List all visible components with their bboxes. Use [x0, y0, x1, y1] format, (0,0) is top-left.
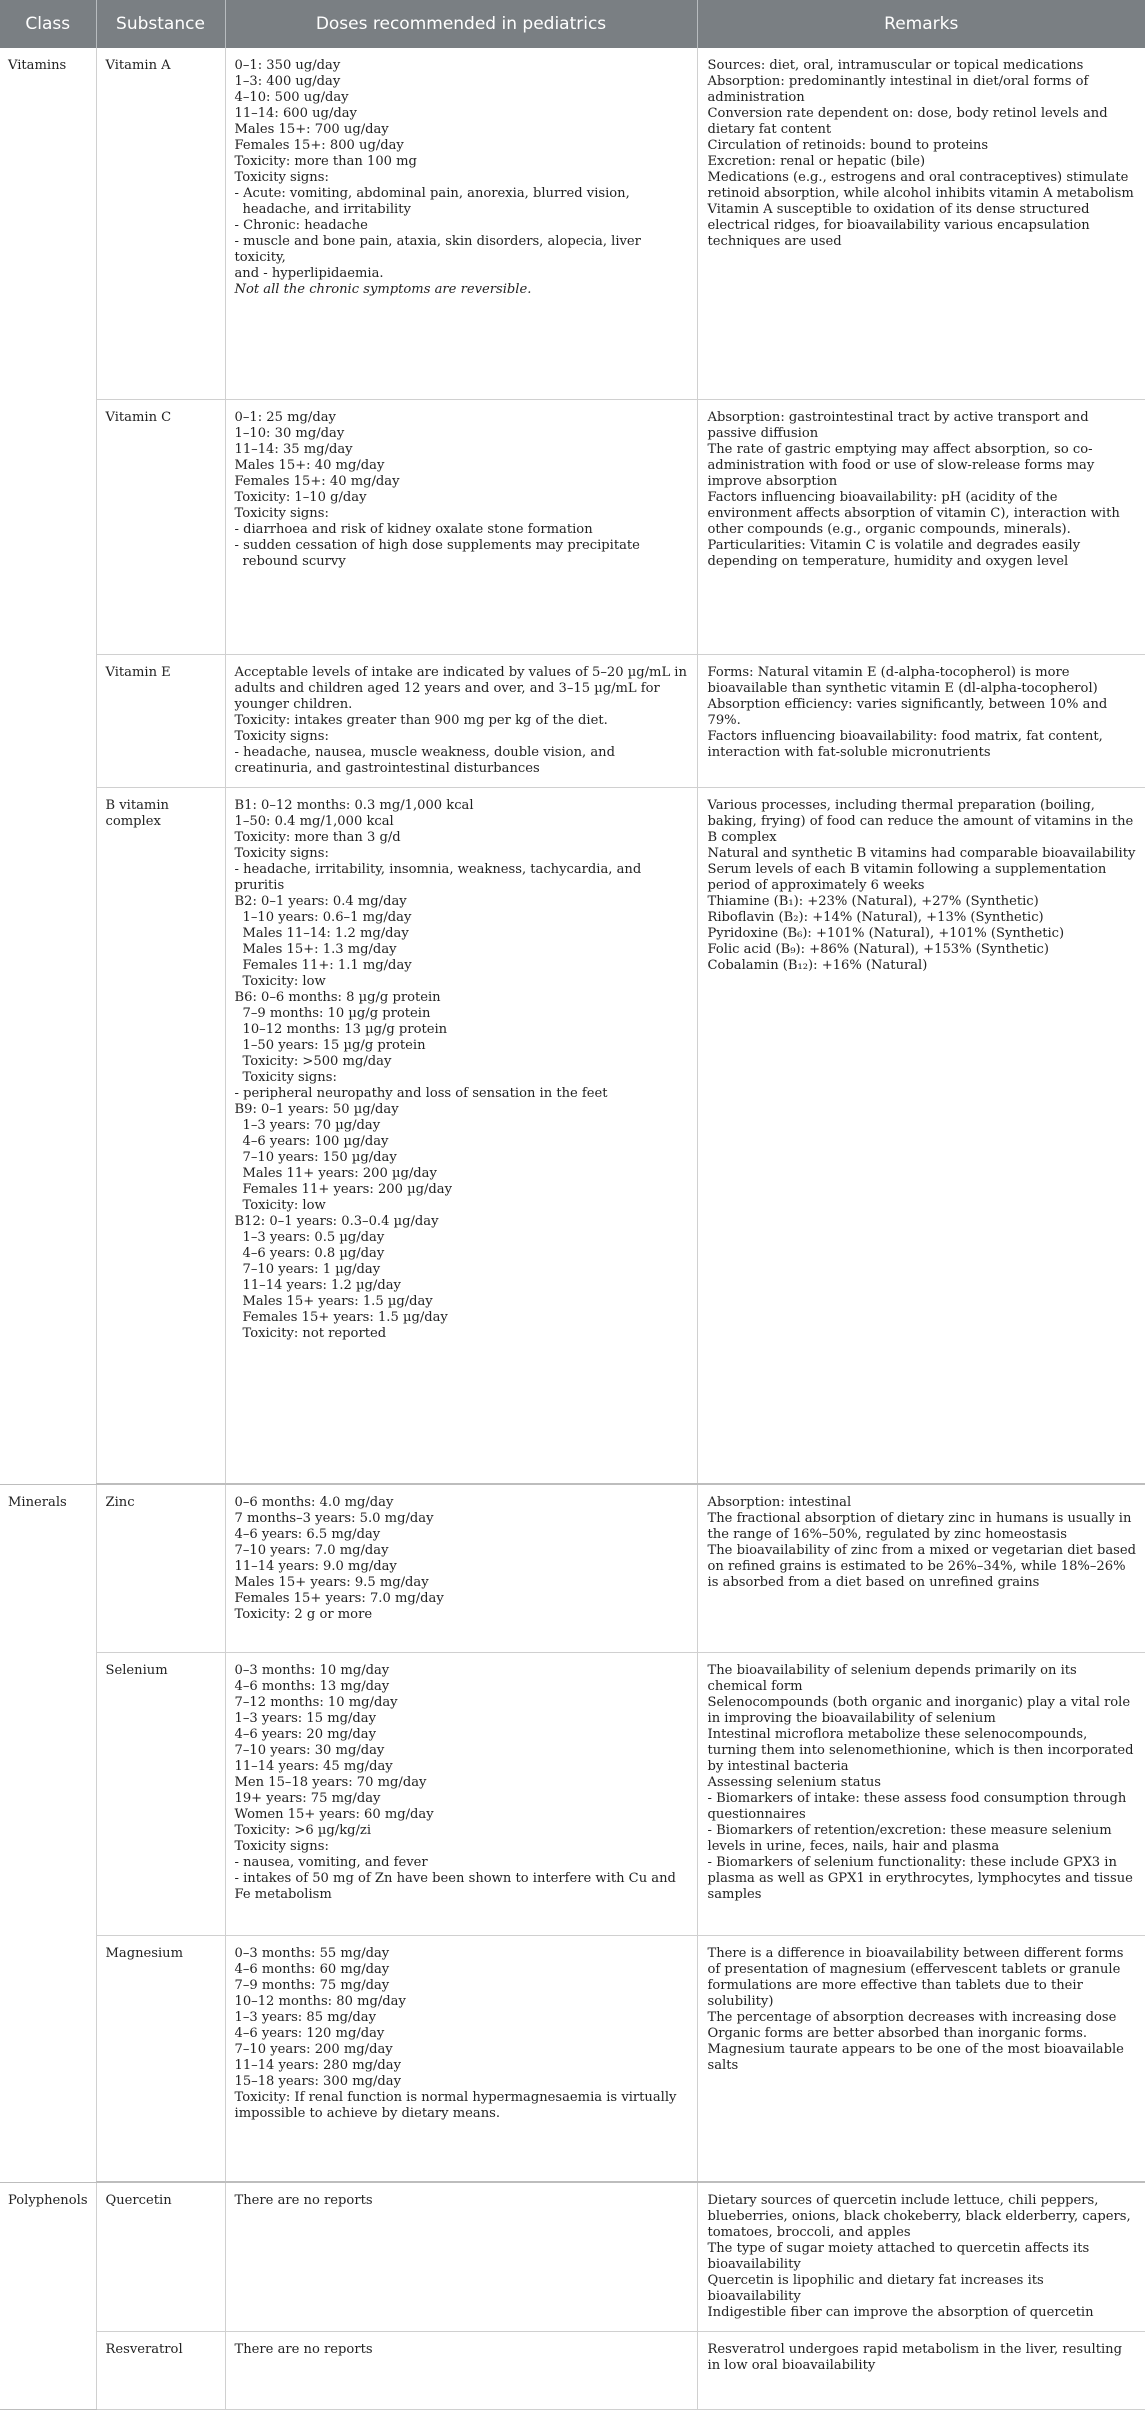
text-line: Toxicity: If renal function is normal hypermagnesaemia is virtually impossible to achieve by dietary means.: [234, 2089, 677, 2121]
text-line: and - hyperlipidaemia.: [234, 266, 384, 281]
text-line: - sudden cessation of high dose supplements may precipitate: [234, 537, 640, 553]
text-line: Assessing selenium status: [707, 1774, 881, 1790]
text-line: Males 15+ years: 9.5 mg/day: [234, 1575, 429, 1590]
text-line: Males 15+ years: 1.5 µg/day: [242, 1293, 433, 1309]
text-line: Toxicity signs:: [234, 1838, 329, 1854]
text-line: Females 15+ years: 1.5 µg/day: [242, 1309, 448, 1325]
substance-cell: Selenium: [96, 1652, 225, 1935]
text-line: Males 15+: 1.3 mg/day: [242, 941, 397, 957]
text-line: 11–14 years: 45 mg/day: [234, 1758, 393, 1774]
text-line: 1–10 years: 0.6–1 mg/day: [242, 909, 412, 925]
text-line: Selenocompounds (both organic and inorganic) play a vital role in improving the bioavailability of selenium: [707, 1694, 1131, 1726]
doses-cell: [225, 1484, 697, 1652]
text-line: Resveratrol undergoes rapid metabolism in the liver, resulting in low oral bioavailability: [707, 2342, 1122, 2373]
text-line: 4–10: 500 ug/day: [234, 90, 349, 105]
doses-cell: [225, 48, 697, 399]
text-line: 7 months–3 years: 5.0 mg/day: [234, 1511, 434, 1526]
column-header-doses: Doses recommended in pediatrics: [225, 0, 697, 48]
table-row: [0, 1652, 1145, 1935]
text-line: Females 11+: 1.1 mg/day: [242, 957, 412, 973]
text-line: Toxicity signs:: [234, 170, 329, 185]
text-line: The type of sugar moiety attached to quercetin affects its bioavailability: [707, 2241, 1090, 2272]
text-line: 10–12 months: 80 mg/day: [234, 1993, 406, 2009]
text-line: Circulation of retinoids: bound to proteins: [707, 138, 989, 153]
text-line: Toxicity: low: [242, 1197, 326, 1213]
text-line: Pyridoxine (B₆): +101% (Natural), +101% (Synthetic): [707, 925, 1065, 941]
text-line: Toxicity signs:: [234, 845, 329, 861]
text-line: Females 15+ years: 7.0 mg/day: [234, 1591, 444, 1606]
remarks-cell: [697, 1935, 1145, 2182]
text-line: Toxicity: intakes greater than 900 mg per kg of the diet.: [234, 712, 608, 728]
text-line: Females 15+: 40 mg/day: [234, 473, 400, 489]
text-line: 1–50: 0.4 mg/1,000 kcal: [234, 813, 394, 829]
text-line: 11–14: 35 mg/day: [234, 441, 353, 457]
text-line: Sources: diet, oral, intramuscular or topical medications: [707, 58, 1084, 73]
text-line: Females 11+ years: 200 µg/day: [242, 1181, 452, 1197]
text-line: Folic acid (B₉): +86% (Natural), +153% (Synthetic): [707, 941, 1049, 957]
text-line: The bioavailability of zinc from a mixed or vegetarian diet based on refined grains is estimated to be 26%–34%, while 18%–26% is absorbed from a diet based on unrefined grains: [707, 1543, 1136, 1590]
text-line: 1–3 years: 0.5 µg/day: [242, 1229, 385, 1245]
substance-cell: Magnesium: [96, 1935, 225, 2182]
text-line: Females 15+: 800 ug/day: [234, 138, 404, 153]
text-line: Absorption efficiency: varies significantly, between 10% and 79%.: [707, 696, 1108, 728]
text-line: 4–6 years: 100 µg/day: [242, 1133, 389, 1149]
text-line: 7–10 years: 7.0 mg/day: [234, 1543, 389, 1558]
table-row: [0, 654, 1145, 787]
text-line: 0–3 months: 55 mg/day: [234, 1945, 390, 1961]
substance-cell: Resveratrol: [96, 2332, 225, 2410]
doses-cell: [225, 2182, 697, 2332]
text-line: Toxicity signs:: [234, 505, 329, 521]
text-line: Toxicity: 1–10 g/day: [234, 489, 367, 505]
table-row: [0, 2332, 1145, 2410]
text-line: - Biomarkers of retention/excretion: these measure selenium levels in urine, feces, nails, hair and plasma: [707, 1822, 1112, 1854]
text-line: 1–3 years: 70 µg/day: [242, 1117, 381, 1133]
text-line: - Chronic: headache: [234, 218, 368, 233]
text-line: Men 15–18 years: 70 mg/day: [234, 1774, 427, 1790]
text-line: 4–6 months: 60 mg/day: [234, 1961, 390, 1977]
remarks-cell: [697, 1652, 1145, 1935]
text-line: 11–14 years: 9.0 mg/day: [234, 1559, 397, 1574]
text-line: 4–6 years: 0.8 µg/day: [242, 1245, 385, 1261]
text-line: 1–10: 30 mg/day: [234, 425, 345, 441]
remarks-cell: [697, 399, 1145, 654]
doses-cell: [225, 654, 697, 787]
remarks-cell: [697, 2332, 1145, 2410]
text-line: Riboflavin (B₂): +14% (Natural), +13% (Synthetic): [707, 909, 1044, 925]
text-line: 7–9 months: 10 µg/g protein: [242, 1005, 431, 1021]
text-line: - Biomarkers of intake: these assess food consumption through questionnaires: [707, 1790, 1127, 1822]
text-line: B2: 0–1 years: 0.4 mg/day: [234, 893, 407, 909]
substance-cell: Quercetin: [96, 2182, 225, 2332]
doses-cell: [225, 1652, 697, 1935]
text-line: There are no reports: [234, 2193, 373, 2208]
text-line: 1–3 years: 15 mg/day: [234, 1710, 376, 1726]
text-line: Particularities: Vitamin C is volatile and degrades easily depending on temperature, humidity and oxygen level: [707, 537, 1081, 569]
table-header-row: [0, 0, 1145, 48]
text-line: Quercetin is lipophilic and dietary fat increases its bioavailability: [707, 2273, 1044, 2304]
text-line: Indigestible fiber can improve the absorption of quercetin: [707, 2305, 1094, 2320]
text-line: headache, and irritability: [242, 202, 411, 217]
text-line: Cobalamin (B₁₂): +16% (Natural): [707, 957, 928, 973]
text-line: - Biomarkers of selenium functionality: these include GPX3 in plasma as well as GPX1 in erythrocytes, lymphocytes and tissue samples: [707, 1854, 1133, 1902]
text-line: 7–10 years: 1 µg/day: [242, 1261, 381, 1277]
substance-cell: Vitamin C: [96, 399, 225, 654]
text-line: 11–14 years: 1.2 µg/day: [242, 1277, 401, 1293]
text-line: Absorption: gastrointestinal tract by active transport and passive diffusion: [707, 409, 1089, 441]
remarks-cell: [697, 2182, 1145, 2332]
table-row: [0, 1484, 1145, 1652]
remarks-cell: [697, 654, 1145, 787]
substance-cell: B vitamin complex: [96, 787, 225, 1484]
text-line: 11–14: 600 ug/day: [234, 106, 357, 121]
text-line: 4–6 years: 120 mg/day: [234, 2025, 385, 2041]
text-line: - muscle and bone pain, ataxia, skin disorders, alopecia, liver toxicity,: [234, 234, 641, 265]
text-line: 19+ years: 75 mg/day: [234, 1790, 381, 1806]
text-line: Absorption: predominantly intestinal in diet/oral forms of administration: [707, 74, 1089, 105]
text-line: There are no reports: [234, 2342, 373, 2357]
text-line: 10–12 months: 13 µg/g protein: [242, 1021, 448, 1037]
text-line: The bioavailability of selenium depends primarily on its chemical form: [707, 1662, 1077, 1694]
text-line: Males 11–14: 1.2 mg/day: [242, 925, 409, 941]
table-row: [0, 399, 1145, 654]
text-line: Organic forms are better absorbed than inorganic forms.: [707, 2025, 1088, 2041]
text-line: Toxicity: >500 mg/day: [242, 1053, 392, 1069]
text-line: Medications (e.g., estrogens and oral contraceptives) stimulate retinoid absorption, while alcohol inhibits vitamin A metabolism: [707, 170, 1134, 201]
text-line: Dietary sources of quercetin include lettuce, chili peppers, blueberries, onions, black chokeberry, black elderberry, capers, tomatoes, broccoli, and apples: [707, 2193, 1131, 2240]
text-line: rebound scurvy: [242, 553, 346, 569]
text-line: 7–10 years: 30 mg/day: [234, 1742, 385, 1758]
text-line: 7–10 years: 200 mg/day: [234, 2041, 393, 2057]
doses-note: Not all the chronic symptoms are reversible.: [234, 282, 532, 297]
text-line: Factors influencing bioavailability: pH (acidity of the environment affects absorption of vitamin C), interaction with other compounds (e.g., organic compounds, minerals).: [707, 489, 1120, 537]
substance-cell: Zinc: [96, 1484, 225, 1652]
text-line: Acceptable levels of intake are indicated by values of 5–20 µg/mL in adults and children aged 12 years and over, and 3–15 µg/mL for younger children.: [234, 664, 687, 712]
text-line: Absorption: intestinal: [707, 1495, 852, 1510]
text-line: - diarrhoea and risk of kidney oxalate stone formation: [234, 521, 593, 537]
text-line: - headache, nausea, muscle weakness, double vision, and creatinuria, and gastrointestinal disturbances: [234, 744, 615, 776]
text-line: 0–6 months: 4.0 mg/day: [234, 1495, 394, 1510]
table-row: [0, 48, 1145, 399]
column-header-substance: Substance: [96, 0, 225, 48]
text-line: 7–12 months: 10 mg/day: [234, 1694, 398, 1710]
text-line: - headache, irritability, insomnia, weakness, tachycardia, and pruritis: [234, 861, 642, 893]
text-line: Toxicity: 2 g or more: [234, 1607, 373, 1622]
doses-cell: [225, 399, 697, 654]
doses-cell: [225, 2332, 697, 2410]
text-line: Vitamin A susceptible to oxidation of its dense structured electrical ridges, for bioavailability various encapsulation techniques are used: [707, 202, 1090, 249]
text-line: Women 15+ years: 60 mg/day: [234, 1806, 434, 1822]
text-line: - Acute: vomiting, abdominal pain, anorexia, blurred vision,: [234, 186, 630, 201]
text-line: Males 11+ years: 200 µg/day: [242, 1165, 437, 1181]
text-line: 1–3: 400 ug/day: [234, 74, 341, 89]
text-line: Intestinal microflora metabolize these selenocompounds, turning them into selenomethionine, which is then incorporated by intestinal bacteria: [707, 1726, 1134, 1774]
doses-cell: [225, 787, 697, 1484]
text-line: Males 15+: 700 ug/day: [234, 122, 389, 137]
text-line: The fractional absorption of dietary zinc in humans is usually in the range of 16%–50%, regulated by zinc homeostasis: [707, 1511, 1132, 1542]
text-line: 7–10 years: 150 µg/day: [242, 1149, 397, 1165]
text-line: 15–18 years: 300 mg/day: [234, 2073, 401, 2089]
class-cell: Polyphenols: [0, 2182, 96, 2410]
text-line: Toxicity: more than 100 mg: [234, 154, 417, 169]
text-line: There is a difference in bioavailability between different forms of presentation of magnesium (effervescent tablets or granule formulations are more effective than tablets due to their solubility): [707, 1945, 1124, 2009]
text-line: 4–6 months: 13 mg/day: [234, 1678, 390, 1694]
text-line: Natural and synthetic B vitamins had comparable bioavailability: [707, 845, 1136, 861]
text-line: B12: 0–1 years: 0.3–0.4 µg/day: [234, 1213, 439, 1229]
remarks-cell: [697, 1484, 1145, 1652]
text-line: 1–50 years: 15 µg/g protein: [242, 1037, 426, 1053]
table-row: [0, 787, 1145, 1484]
table-row: [0, 2182, 1145, 2332]
text-line: Toxicity signs:: [242, 1069, 337, 1085]
text-line: 4–6 years: 20 mg/day: [234, 1726, 376, 1742]
text-line: Forms: Natural vitamin E (d-alpha-tocopherol) is more bioavailable than synthetic vitamin E (dl-alpha-tocopherol): [707, 664, 1098, 696]
substance-cell: Vitamin A: [96, 48, 225, 399]
text-line: B1: 0–12 months: 0.3 mg/1,000 kcal: [234, 797, 474, 813]
text-line: 0–1: 350 ug/day: [234, 58, 341, 73]
text-line: B9: 0–1 years: 50 µg/day: [234, 1101, 399, 1117]
text-line: Toxicity: low: [242, 973, 326, 989]
text-line: The percentage of absorption decreases with increasing dose: [707, 2009, 1117, 2025]
text-line: Toxicity: more than 3 g/d: [234, 829, 401, 845]
text-line: Magnesium taurate appears to be one of the most bioavailable salts: [707, 2041, 1124, 2073]
table-row: [0, 1935, 1145, 2182]
text-line: - peripheral neuropathy and loss of sensation in the feet: [234, 1085, 608, 1101]
text-line: Various processes, including thermal preparation (boiling, baking, frying) of food can reduce the amount of vitamins in the B complex: [707, 797, 1134, 845]
substance-cell: Vitamin E: [96, 654, 225, 787]
text-line: 11–14 years: 280 mg/day: [234, 2057, 401, 2073]
text-line: Factors influencing bioavailability: food matrix, fat content, interaction with fat-soluble micronutrients: [707, 728, 1103, 760]
text-line: Thiamine (B₁): +23% (Natural), +27% (Synthetic): [707, 893, 1039, 909]
text-line: Toxicity signs:: [234, 728, 329, 744]
text-line: B6: 0–6 months: 8 µg/g protein: [234, 989, 441, 1005]
text-line: 4–6 years: 6.5 mg/day: [234, 1527, 381, 1542]
class-cell: Vitamins: [0, 48, 96, 1484]
remarks-cell: [697, 48, 1145, 399]
text-line: The rate of gastric emptying may affect absorption, so co-administration with food or use of slow-release forms may improve absorption: [707, 441, 1095, 489]
text-line: Toxicity: >6 µg/kg/zi: [234, 1822, 372, 1838]
remarks-cell: [697, 787, 1145, 1484]
text-line: Serum levels of each B vitamin following a supplementation period of approximately 6 weeks: [707, 861, 1107, 893]
text-line: - nausea, vomiting, and fever: [234, 1854, 428, 1870]
doses-cell: [225, 1935, 697, 2182]
text-line: 0–3 months: 10 mg/day: [234, 1662, 390, 1678]
text-line: Conversion rate dependent on: dose, body retinol levels and dietary fat content: [707, 106, 1108, 137]
text-line: - intakes of 50 mg of Zn have been shown to interfere with Cu and Fe metabolism: [234, 1870, 676, 1902]
text-line: Toxicity: not reported: [242, 1325, 387, 1341]
column-header-remarks: Remarks: [697, 0, 1145, 48]
column-header-class: Class: [0, 0, 96, 48]
text-line: 0–1: 25 mg/day: [234, 409, 336, 425]
text-line: 1–3 years: 85 mg/day: [234, 2009, 376, 2025]
class-cell: Minerals: [0, 1484, 96, 2182]
text-line: Males 15+: 40 mg/day: [234, 457, 385, 473]
text-line: Excretion: renal or hepatic (bile): [707, 154, 926, 169]
text-line: 7–9 months: 75 mg/day: [234, 1977, 390, 1993]
